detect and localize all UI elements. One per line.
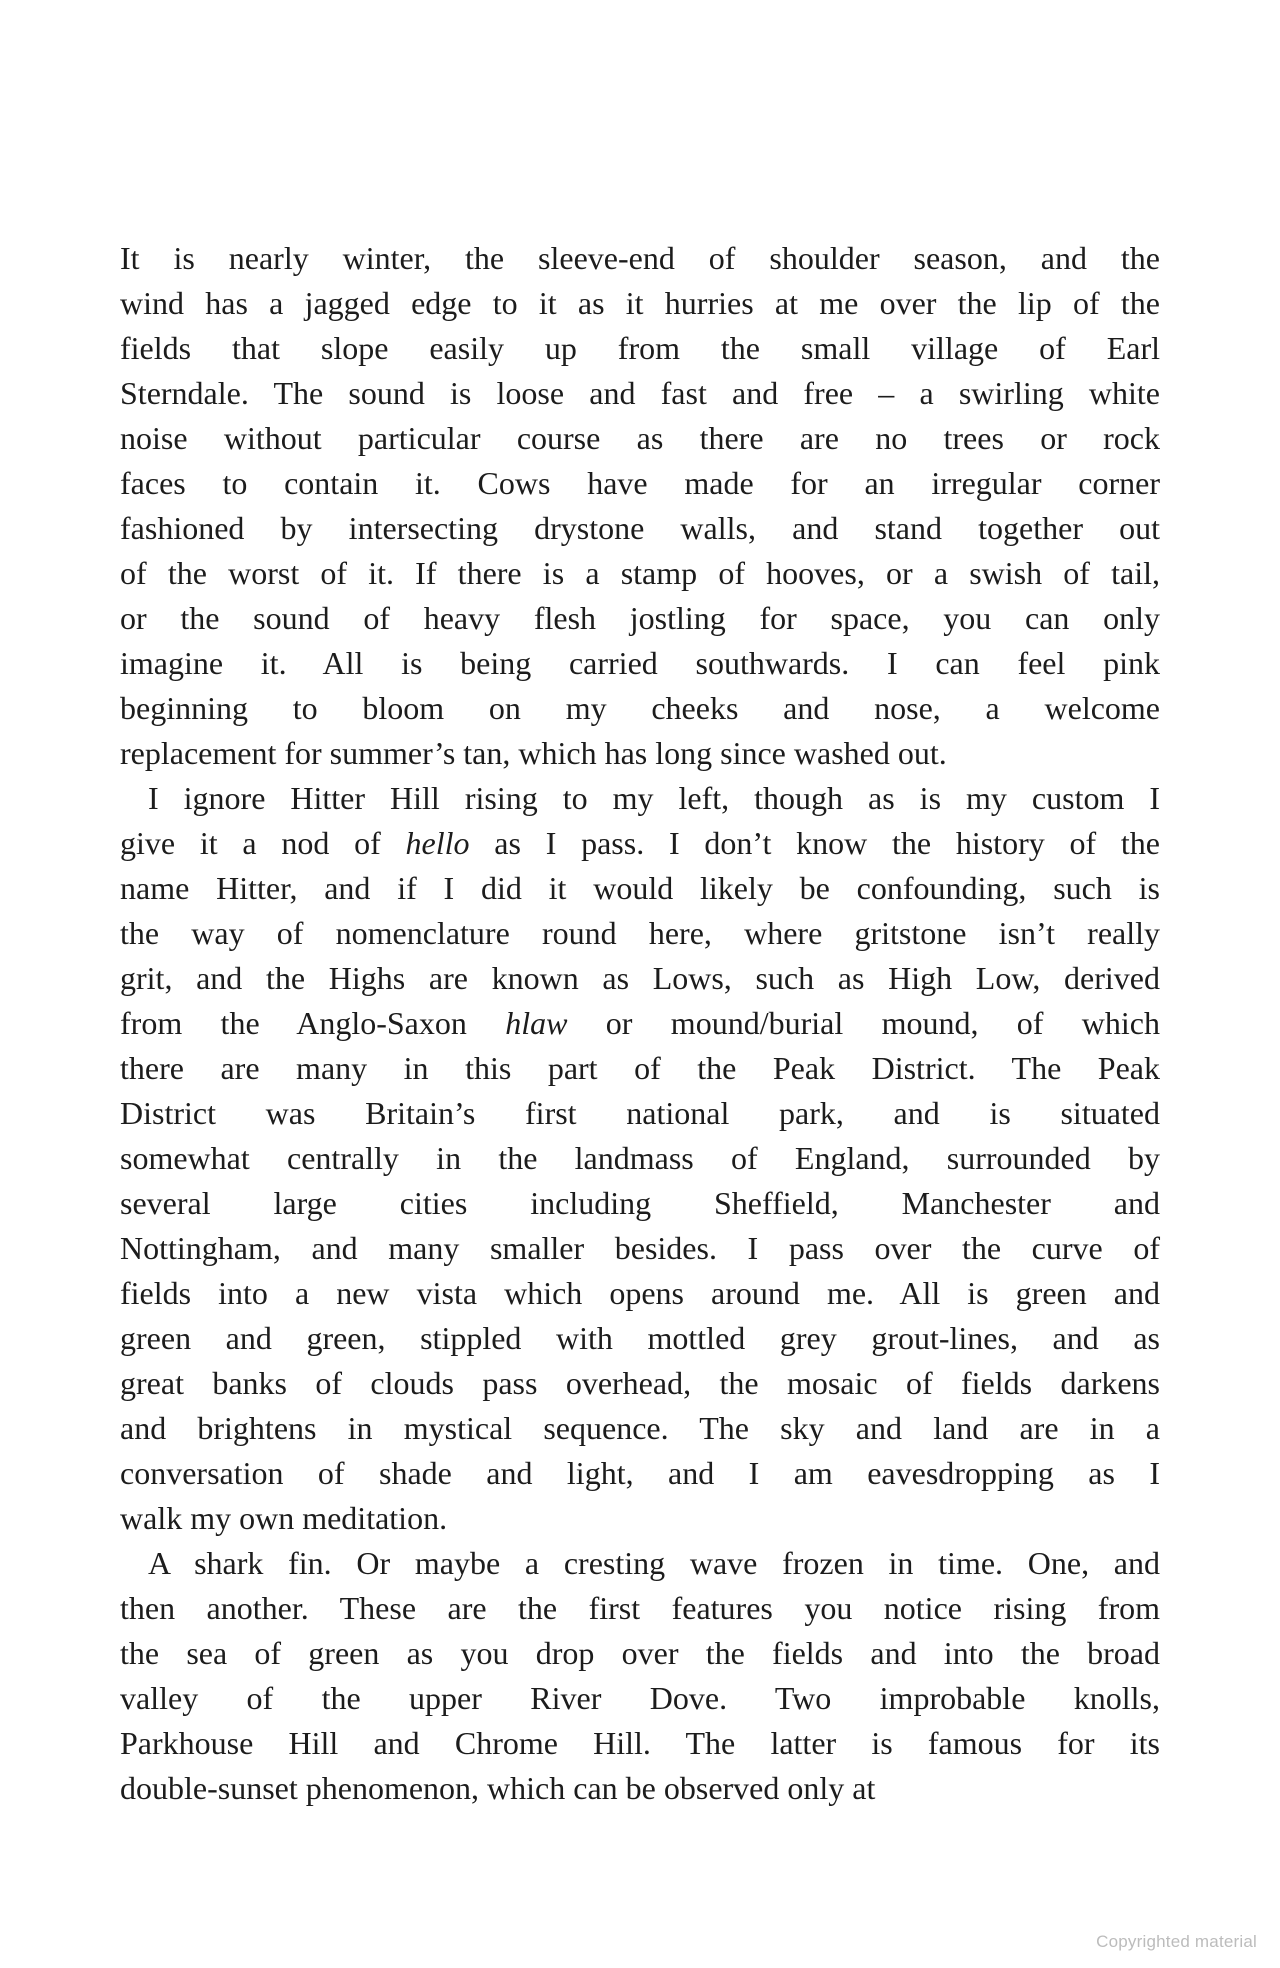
text-line: beginning to bloom on my cheeks and nose, a welcome [120,690,1160,726]
text-line: conversation of shade and light, and I am eavesdropping as I [120,1455,1160,1491]
text-line: walk my own meditation. [120,1500,448,1536]
text-line: somewhat centrally in the landmass of England, surrounded by [120,1140,1160,1176]
text-line: I ignore Hitter Hill rising to my left, though as is my custom I [148,780,1160,816]
text-line: Nottingham, and many smaller besides. I pass over the curve of [120,1230,1160,1266]
text-line: of the worst of it. If there is a stamp of hooves, or a swish of tail, [120,555,1160,591]
paragraph [120,1541,1160,1811]
copyright-watermark: Copyrighted material [1096,1932,1257,1951]
text-line: then another. These are the first features you notice rising from [120,1590,1160,1626]
text-line: several large cities including Sheffield, Manchester and [120,1185,1160,1221]
text-line: fashioned by intersecting drystone walls, and stand together out [120,510,1160,546]
text-line: great banks of clouds pass overhead, the mosaic of fields darkens [120,1365,1160,1401]
text-line: the way of nomenclature round here, where gritstone isn’t really [120,915,1160,951]
text-line: Parkhouse Hill and Chrome Hill. The latter is famous for its [120,1725,1160,1761]
text-line: or the sound of heavy flesh jostling for space, you can only [120,600,1160,636]
text-line: faces to contain it. Cows have made for an irregular corner [120,465,1160,501]
text-line: and brightens in mystical sequence. The sky and land are in a [120,1410,1160,1446]
text-line: A shark fin. Or maybe a cresting wave frozen in time. One, and [148,1545,1160,1581]
text-line: green and green, stippled with mottled grey grout-lines, and as [120,1320,1160,1356]
text-line: name Hitter, and if I did it would likely be confounding, such is [120,870,1160,906]
text-line: District was Britain’s first national park, and is situated [120,1095,1160,1131]
paragraph [120,776,1160,1541]
text-line: wind has a jagged edge to it as it hurries at me over the lip of the [120,285,1160,321]
text-line: Sterndale. The sound is loose and fast and free – a swirling white [120,375,1160,411]
text-line: imagine it. All is being carried southwards. I can feel pink [120,645,1160,681]
text-line: fields that slope easily up from the small village of Earl [120,330,1160,366]
text-line: from the Anglo-Saxon hlaw or mound/burial mound, of which [120,1005,1160,1041]
text-line: there are many in this part of the Peak District. The Peak [120,1050,1160,1086]
text-line: fields into a new vista which opens around me. All is green and [120,1275,1160,1311]
text-line: the sea of green as you drop over the fields and into the broad [120,1635,1160,1671]
text-line: replacement for summer’s tan, which has long since washed out. [120,735,947,771]
text-line: give it a nod of hello as I pass. I don’t know the history of the [120,825,1160,861]
text-line: double-sunset phenomenon, which can be observed only at [120,1770,876,1806]
text-line: grit, and the Highs are known as Lows, such as High Low, derived [120,960,1160,996]
text-line: valley of the upper River Dove. Two improbable knolls, [120,1680,1160,1716]
text-line: It is nearly winter, the sleeve-end of shoulder season, and the [120,240,1160,276]
paragraph [120,236,1160,776]
page-text [120,236,1160,1811]
text-line: noise without particular course as there are no trees or rock [120,420,1160,456]
